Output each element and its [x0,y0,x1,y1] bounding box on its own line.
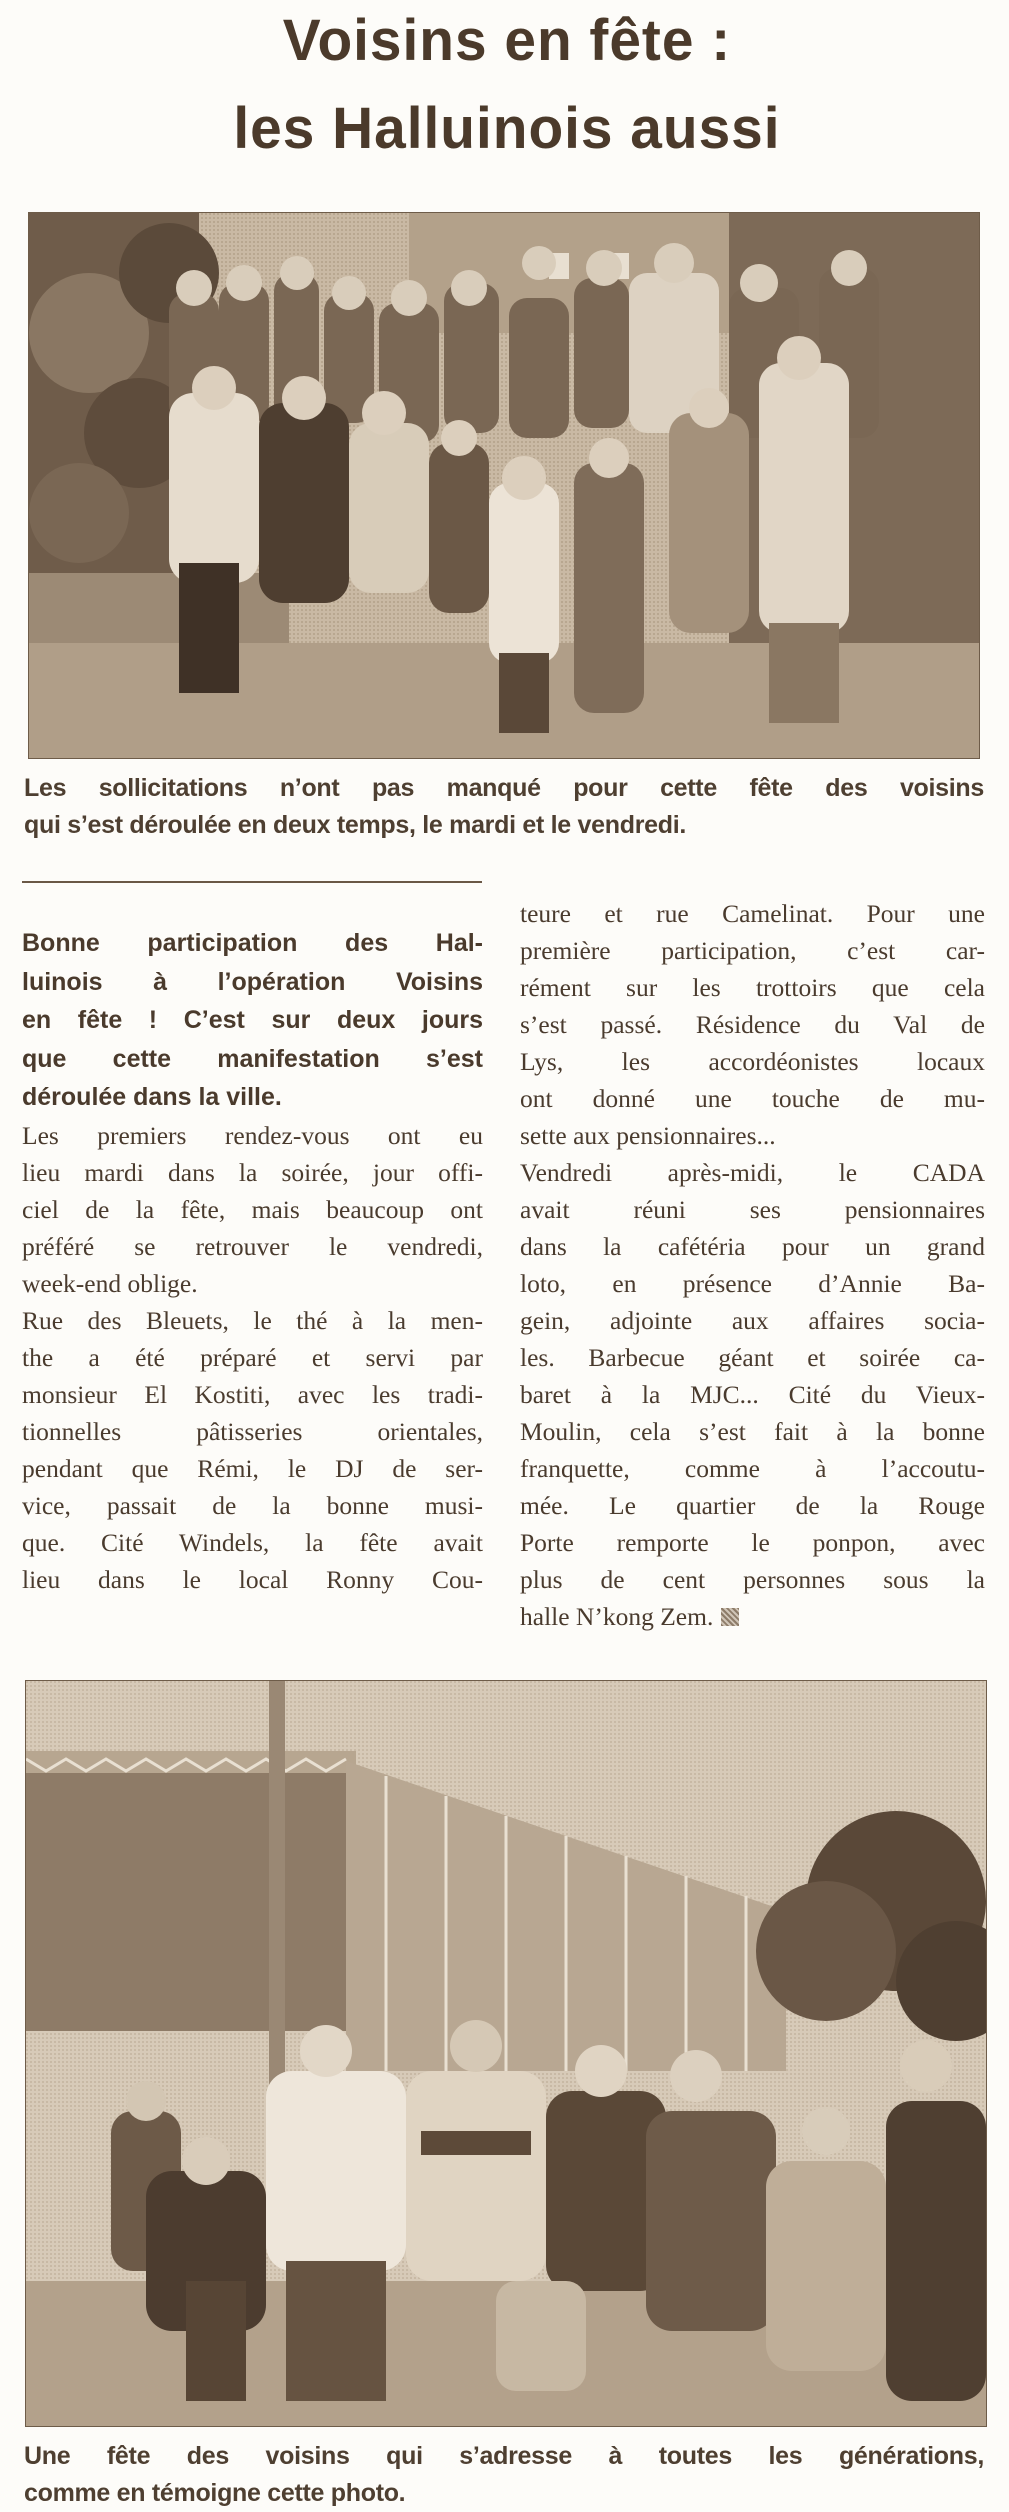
body-line: teure et rue Camelinat. Pour une [520,899,985,928]
caption-2-line-1: Une fête des voisins qui s’adresse à toutes les générations, [24,2442,984,2470]
body-line: lieu mardi dans la soirée, jour offi- [22,1157,483,1187]
body-line: les. Barbecue géant et soirée ca- [520,1343,985,1372]
body-line: Porte remporte le ponpon, avec [520,1528,985,1557]
caption-1-line-2: qui s’est déroulée en deux temps, le mardi et le vendredi. [24,811,686,839]
body-line: mée. Le quartier de la Rouge [520,1491,985,1520]
photo-caption-1 [24,770,984,844]
photo-neighbours-greenhouse-image [26,1681,986,2426]
lead-line: que cette manifestation s’est [22,1044,483,1073]
body-line-final-text: halle N’kong Zem. [520,1602,714,1631]
headline [10,0,999,170]
body-line: plus de cent personnes sous la [520,1565,985,1594]
caption-1-line-1: Les sollicitations n’ont pas manqué pour cette fête des voisins [24,774,984,802]
body-paragraphs-left [22,1117,483,1598]
body-line: que. Cité Windels, la fête avait [22,1527,483,1557]
body-line: week-end oblige. [22,1268,198,1298]
lead-line: Bonne participation des Hal- [22,929,483,957]
body-line: Les premiers rendez-vous ont eu [22,1120,483,1150]
body-line: the a été préparé et servi par [22,1342,483,1372]
photo-neighbours-greenhouse [25,1680,987,2427]
body-line: Vendredi après-midi, le CADA [520,1158,985,1187]
body-line: franquette, comme à l’accoutu- [520,1454,985,1483]
lead-line: déroulée dans la ville. [22,1083,282,1111]
body-line: monsieur El Kostiti, avec les tradi- [22,1379,483,1409]
body-line: pendant que Rémi, le DJ de ser- [22,1453,483,1483]
body-line: s’est passé. Résidence du Val de [520,1010,985,1039]
lead-line: en fête ! C’est sur deux jours [22,1006,483,1034]
body-line: dans la cafétéria pour un grand [520,1232,985,1261]
lead-line: luinois à l’opération Voisins [22,967,483,996]
caption-2-line-2: comme en témoigne cette photo. [24,2479,406,2507]
headline-line-2: les Halluinois aussi [233,96,781,161]
body-line: Rue des Bleuets, le thé à la men- [22,1305,483,1335]
article-column-left [22,924,483,1598]
section-divider [22,881,482,883]
body-line: avait réuni ses pensionnaires [520,1195,985,1224]
body-line: sette aux pensionnaires... [520,1121,776,1150]
body-line: gein, adjointe aux affaires socia- [520,1306,985,1335]
photo-neighbours-garden [28,212,980,759]
body-line: préféré se retrouver le vendredi, [22,1231,483,1261]
body-line: loto, en présence d’Annie Ba- [520,1269,985,1298]
photo-caption-2 [24,2438,984,2512]
body-line: vice, passait de la bonne musi- [22,1490,483,1520]
body-line-final [520,1598,985,1635]
body-line: ont donné une touche de mu- [520,1084,985,1113]
lead-paragraph [22,924,483,1117]
body-line: Lys, les accordéonistes locaux [520,1047,985,1076]
body-line: baret à la MJC... Cité du Vieux- [520,1380,985,1409]
end-of-article-square-icon [721,1608,739,1626]
article-column-right [520,895,985,1635]
headline-line-1: Voisins en fête : [282,8,732,73]
body-line: lieu dans le local Ronny Cou- [22,1564,483,1594]
photo-neighbours-garden-image [29,213,979,758]
body-line: rément sur les trottoirs que cela [520,973,985,1002]
body-line: ciel de la fête, mais beaucoup ont [22,1194,483,1224]
body-line: Moulin, cela s’est fait à la bonne [520,1417,985,1446]
body-line: tionnelles pâtisseries orientales, [22,1416,483,1446]
body-line: première participation, c’est car- [520,936,985,965]
